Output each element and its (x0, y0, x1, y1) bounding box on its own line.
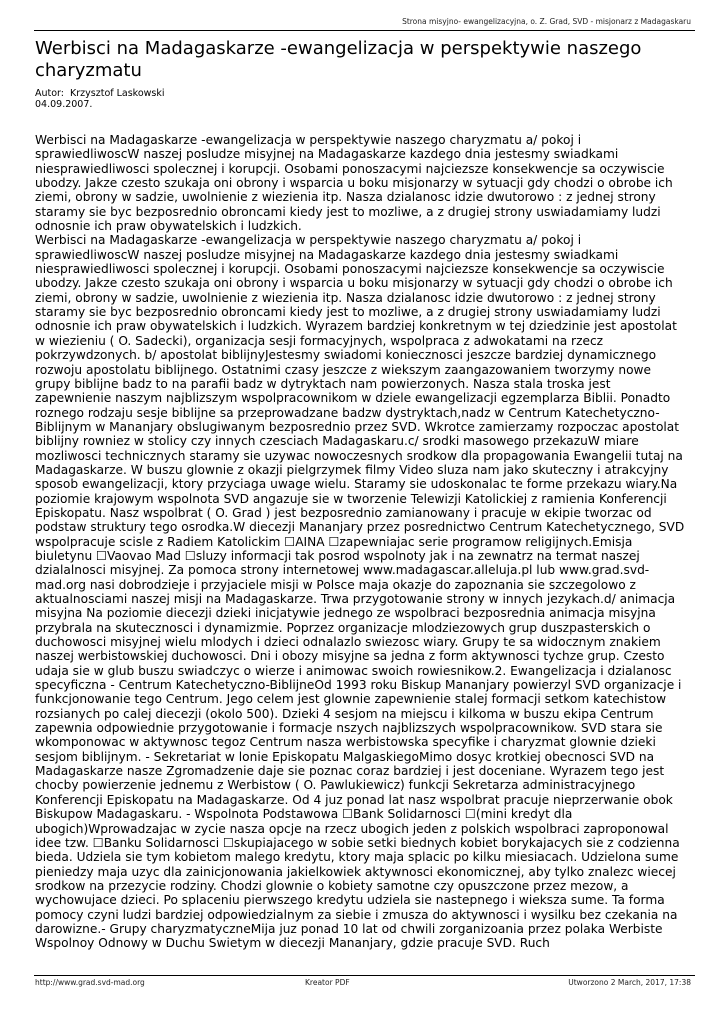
footer-generator: Kreator PDF (305, 978, 350, 987)
footer-divider (34, 975, 695, 976)
author-line: Autor: Krzysztof Laskowski (35, 88, 165, 99)
footer-created-date: Utworzono 2 March, 2017, 17:38 (568, 978, 691, 987)
article-title: Werbisci na Madagaskarze -ewangelizacja w perspektywie naszego charyzmatu (35, 38, 642, 81)
article-meta (35, 88, 165, 110)
footer-url[interactable]: http://www.grad.svd-mad.org (35, 978, 145, 987)
article-body: Werbisci na Madagaskarze -ewangelizacja w perspektywie naszego charyzmatu a/ pokoj i sprawiedliwoscW naszej posludze misyjnej na Madagaskarze kazdego dnia jestesmy swiadkami niesprawiedliwosci spolecznej i korupcji. Osobami ponoszacymi najciezsze konsekwencje sa oczywiscie ubodzy. Jakze czesto szukaja oni obrony i wsparcia u boku misjonarzy w sytuacji gdy chodzi o obrobe ich ziemi, obrony w sadzie, uwolnienie z wiezienia itp. Nasza dzialanosc idzie dwutorowo : z jednej strony staramy sie byc bezposrednio obroncami kiedy jest to mozliwe, a z drugiej strony uswiadamiamy ludzi odnosnie ich praw obywatelskich i ludzkich. Werbisci na Madagaskarze -ewangelizacja w perspektywie naszego charyzmatu a/ pokoj i sprawiedliwoscW naszej posludze misyjnej na Madagaskarze kazdego dnia jestesmy swiadkami niesprawiedliwosci spolecznej i korupcji. Osobami ponoszacymi najciezsze konsekwencje sa oczywiscie ubodzy. Jakze czesto szukaja oni obrony i wsparcia u boku misjonarzy w sytuacji gdy chodzi o obrobe ich ziemi, obrony w sadzie, uwolnienie z wiezienia itp. Nasza dzialanosc idzie dwutorowo : z jednej strony staramy sie byc bezposrednio obroncami kiedy jest to mozliwe, a z drugiej strony uswiadamiamy ludzi odnosnie ich praw obywatelskich i ludzkich. Wyrazem bardziej konkretnym w tej dziedzinie jest apostolat w wiezieniu ( O. Sadecki), organizacja sesji formacyjnych, wspolpraca z adwokatami na rzecz pokrzywdzonych. b/ apostolat biblijnyJestesmy swiadomi koniecznosci jeszcze bardziej dynamicznego rozwoju apostolatu biblijnego. Ostatnimi czasy jeszcze z wiekszym zaangazowaniem tworzymy nowe grupy biblijne badz to na parafii badz w dytryktach nam powierzonych. Nasza stala troska jest zapewnienie naszym najblizszym wspolpracownikom w dziele ewangelizacji egzemplarza Biblii. Ponadto roznego rodzaju sesje biblijne sa przeprowadzane badzw dystryktach,nadz w Centrum Katechetyczno-Biblijnym w Mananjary obslugiwanym bezposrednio przez SVD. Wkrotce zamierzamy rozpoczac apostolat biblijny rowniez w stolicy czy innych czesciach Madagaskaru.c/ srodki masowego przekazuW miare mozliwosci technicznych staramy sie uzywac nowoczesnych srodkow dla propagowania Ewangelii tutaj na Madagaskarze. W buszu glownie z okazji pielgrzymek filmy Video sluza nam jako skuteczny i atrakcyjny sposob ewangelizacji, ktory przyciaga uwage wielu. Staramy sie udoskonalac te forme przekazu wiary.Na poziomie krajowym wspolnota SVD angazuje sie w tworzenie Telewizji Katolickiej z ramienia Konferencji Episkopatu. Nasz wspolbrat ( O. Grad ) jest bezposrednio zamianowany i pracuje w ekipie tworzac od podstaw struktury tego osrodka.W diecezji Mananjary przez posrednictwo Centrum Katechetycznego, SVD wspolpracuje scisle z Radiem Katolickim ☐AINA ☐zapewniajac serie programow religijnych.Emisja biuletynu ☐Vaovao Mad ☐sluzy informacji tak posrod wspolnoty jak i na zewnatrz na termat naszej dzialalnosci misyjnej. Za pomoca strony internetowej www.madagascar.alleluja.pl lub www.grad.svd-mad.org nasi dobrodzieje i przyjaciele misji w Polsce maja okazje do zapoznania sie szczegolowo z aktualnosciami naszej misji na Madagaskarze. Trwa przygotowanie strony w innych jezykach.d/ animacja misyjna Na poziomie diecezji dzieki inicjatywie jednego ze wspolbraci bezposrednia animacja misyjna przybrala na skutecznosci i dynamizmie. Poprzez organizacje mlodziezowych grup duszpasterskich o duchowosci misyjnej wielu mlodych i dzieci odnalazlo swiezosc wiary. Grupy te sa widocznym znakiem naszej werbistowskiej duchowosci. Dni i obozy misyjne sa jedna z form aktywnosci tychze grup. Czesto udaja sie w glub buszu swiadczyc o wierze i animowac swoich rowiesnikow.2. Ewangelizacja i dzialanosc specyficzna - Centrum Katechetyczno-BiblijneOd 1993 roku Biskup Mananjary powierzyl SVD organizacje i funkcjonowanie tego Centrum. Jego celem jest glownie zapewnienie stalej formacji setkom katechistow rozsianych po calej diecezji (okolo 500). Dzieki 4 sesjom na miejscu i kilkoma w buszu ekipa Centrum zapewnia odpowiednie przygotowanie i formacje nszych najblizszych wspolpracownikow. SVD stara sie wkomponowac w aktywnosc tegoz Centrum nasza werbistowska specyfike i charyzmat glownie dzieki sesjom biblijnym. - Sekretariat w lonie Episkopatu MalgaskiegoMimo dosyc krotkiej obecnosci SVD na Madagaskarze nasze Zgromadzenie daje sie poznac coraz bardziej i jest doceniane. Wyrazem tego jest chocby powierzenie jednemu z Werbistow ( O. Pawlukiewicz) funkcji Sekretarza administracyjnego Konferencji Episkopatu na Madagaskarze. Od 4 juz ponad lat nasz wspolbrat pracuje nieprzerwanie obok Biskupow Madagaskaru. - Wspolnota Podstawowa ☐Bank Solidarnosci ☐(mini kredyt dla ubogich)Wprowadzajac w zycie nasza opcje na rzecz ubogich jeden z polskich wspolbraci zaproponowal idee tzw. ☐Banku Solidarnosci ☐skupiajacego w sobie setki biednych kobiet borykajacych sie z codzienna bieda. Udziela sie tym kobietom malego kredytu, ktory maja splacic po kilku miesiacach. Udzielona sume pieniedzy maja uzyc dla zainicjonowania jakielkowiek aktywnosci ekonomicznej, aby tylko znalezc wiecej srodkow na przezycie rodziny. Chodzi glownie o kobiety samotne czy opuszczone przez mezow, a wychowujace dzieci. Po splaceniu pierwszego kredytu udziela sie nastepnego i wieksza sume. Ta forma pomocy czyni ludzi bardziej odpowiedzialnym za siebie i zmusza do aktywnosci i wysilku bez czekania na darowizne.- Grupy charyzmatyczneMija juz ponad 10 lat od chwili zorganizoania przez polaka Werbiste Wspolnoy Odnowy w Duchu Swietym w diecezji Mananjary, gdzie pracuje SVD. Ruch (35, 133, 685, 951)
page-header-site-name: Strona misyjno- ewangelizacyjna, o. Z. Grad, SVD - misjonarz z Madagaskaru (402, 17, 691, 26)
publish-date: 04.09.2007. (35, 99, 93, 110)
header-divider (34, 30, 695, 31)
